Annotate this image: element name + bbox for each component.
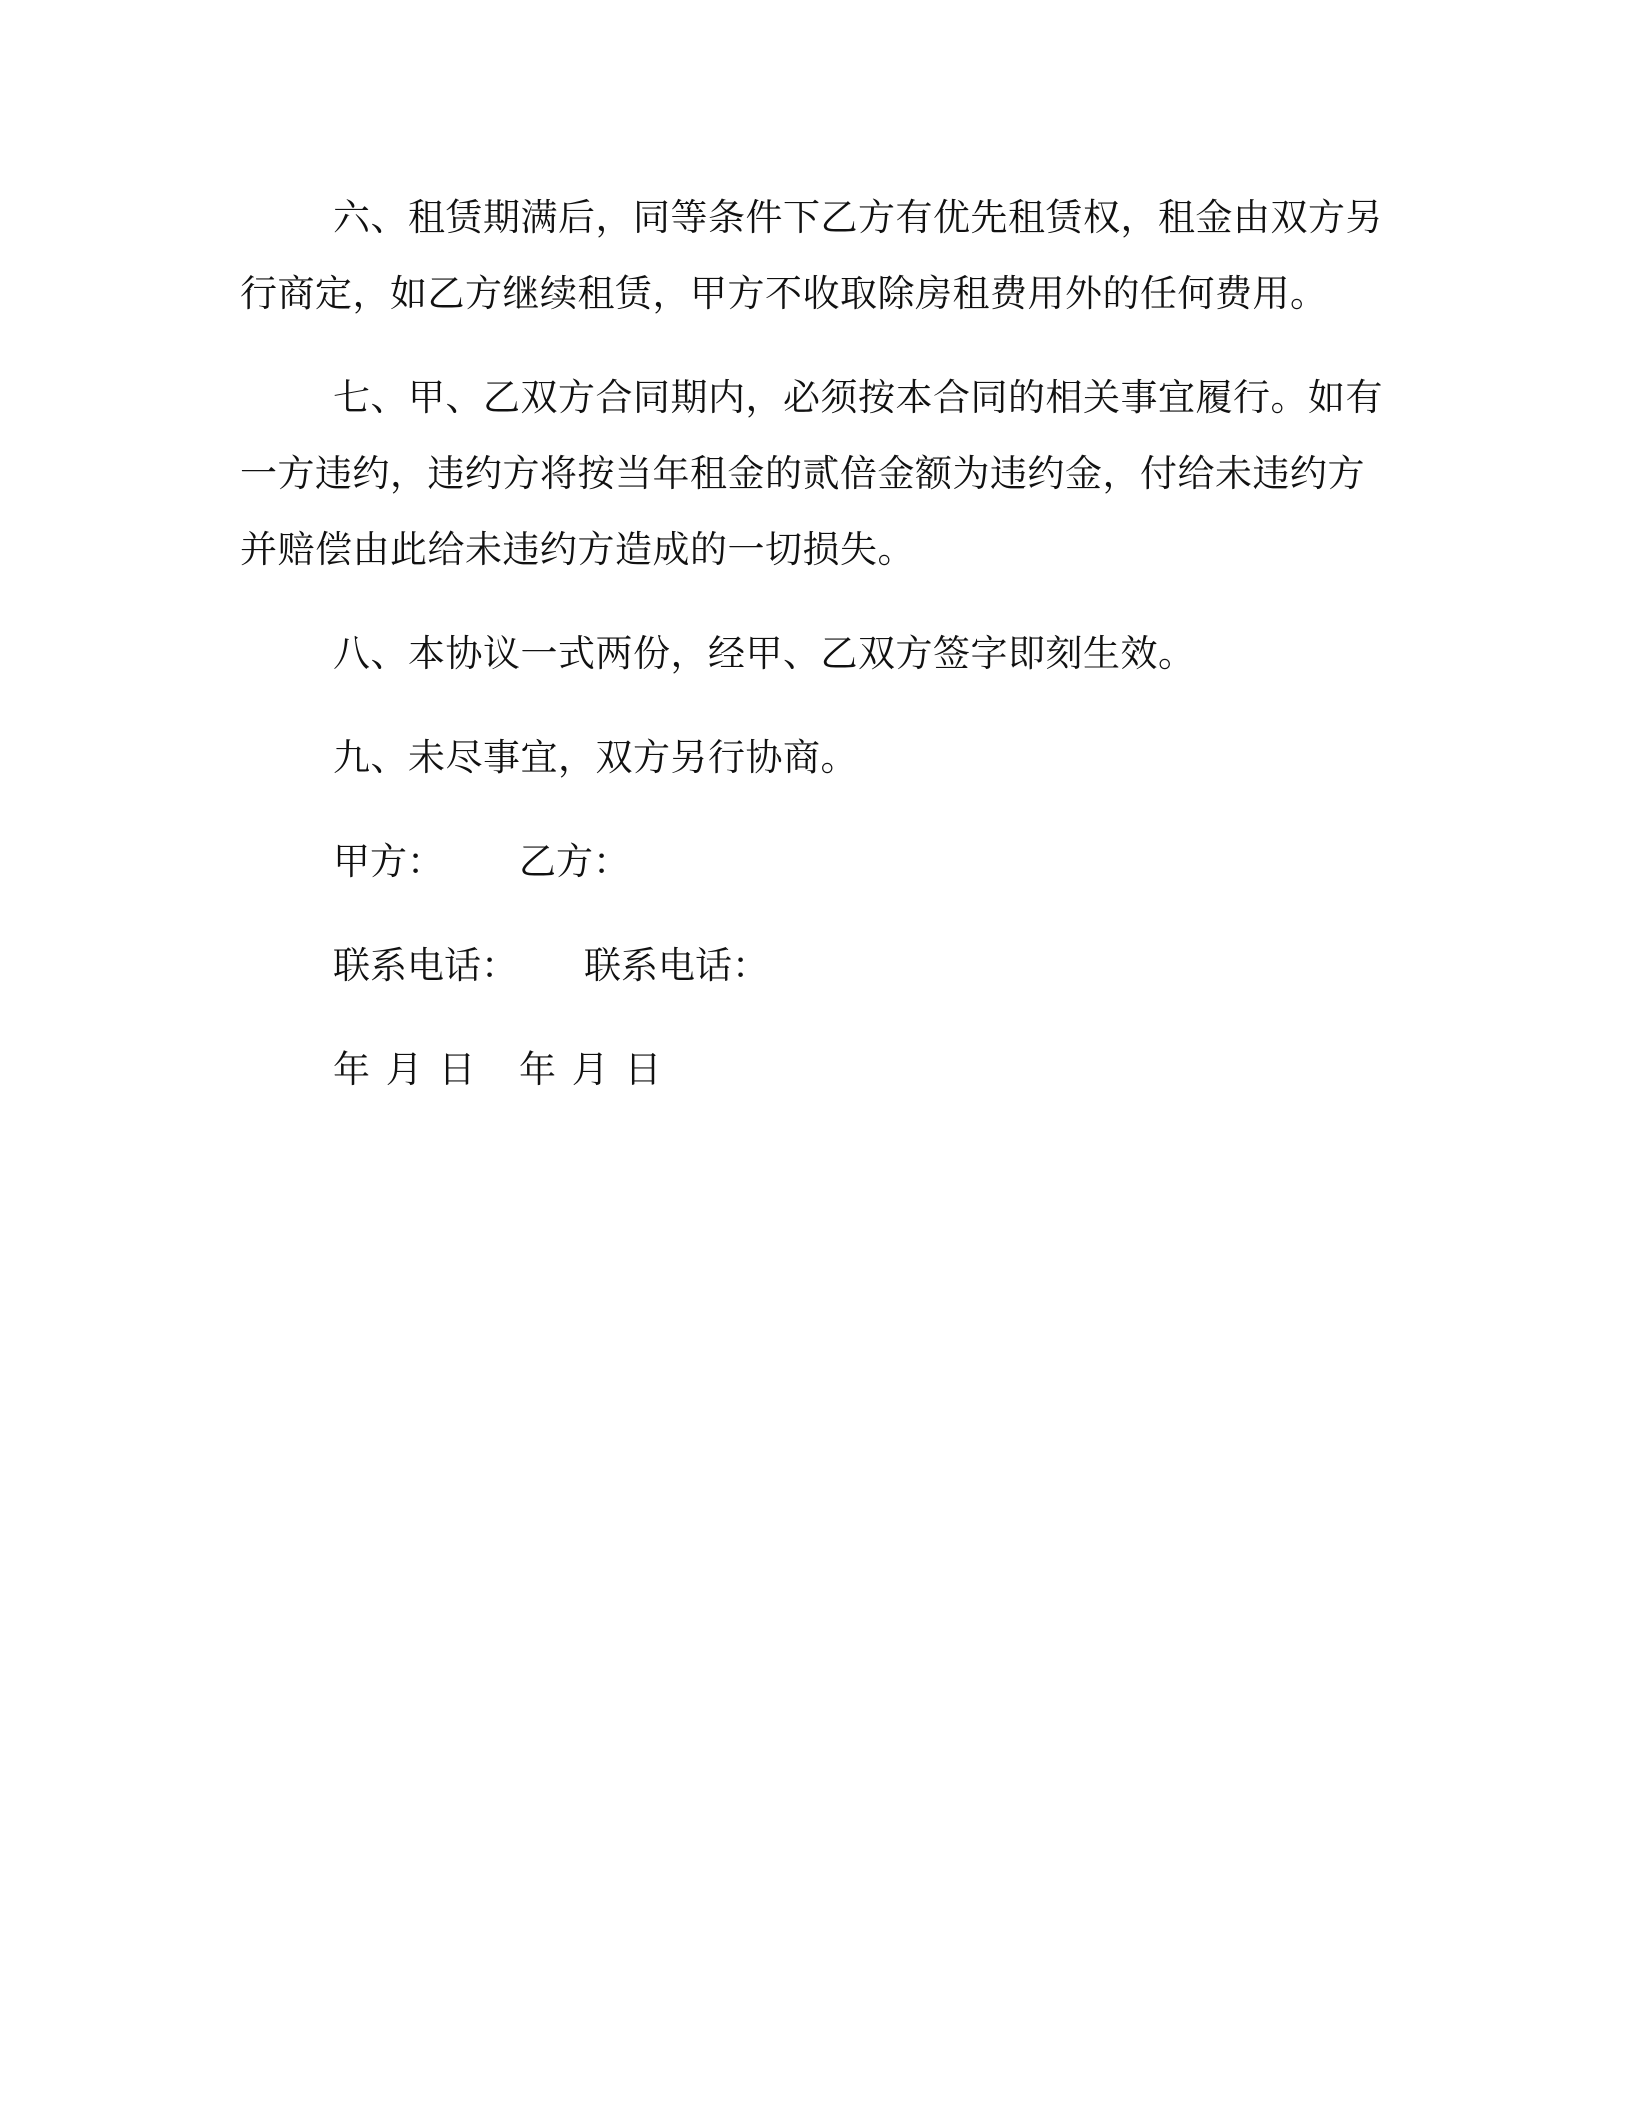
party-b-phone-label: 联系电话： — [584, 944, 769, 987]
clause-8: 八、本协议一式两份，经甲、乙双方签字即刻生效。 — [333, 632, 1196, 675]
party-b-date: 年 月 日 — [519, 1048, 662, 1091]
clause-6-line-1: 六、租赁期满后，同等条件下乙方有优先租赁权，租金由双方另 — [333, 196, 1383, 239]
party-a-label: 甲方： — [333, 840, 444, 883]
party-a-phone-label: 联系电话： — [333, 944, 518, 987]
party-b-label: 乙方： — [519, 840, 630, 883]
clause-7-line-3: 并赔偿由此给未违约方造成的一切损失。 — [240, 528, 915, 571]
clause-7-line-2: 一方违约，违约方将按当年租金的贰倍金额为违约金，付给未违约方 — [240, 452, 1365, 495]
clause-7-line-1: 七、甲、乙双方合同期内，必须按本合同的相关事宜履行。如有 — [333, 376, 1383, 419]
clause-6-line-2: 行商定，如乙方继续租赁，甲方不收取除房租费用外的任何费用。 — [240, 272, 1328, 315]
clause-9: 九、未尽事宜，双方另行协商。 — [333, 736, 858, 779]
party-a-date: 年 月 日 — [333, 1048, 476, 1091]
